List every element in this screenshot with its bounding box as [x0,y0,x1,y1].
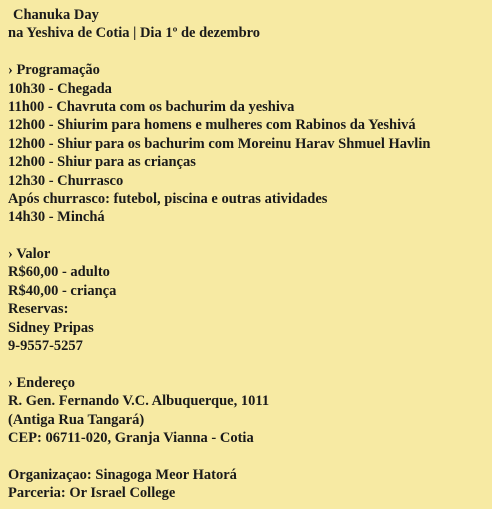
schedule-item: 11h00 - Chavruta com os bachurim da yeshiva [8,98,295,115]
valor-heading: › Valor [8,246,51,263]
schedule-item: 12h00 - Shiur para os bachurim com Moreinu Harav Shmuel Havlin [8,135,431,152]
contact-name: Sidney Pripas [8,319,94,336]
schedule-item: Após churrasco: futebol, piscina e outras atividades [8,190,328,207]
partner: Parceria: Or Israel College [8,485,176,502]
address-former-name: (Antiga Rua Tangará) [8,411,145,428]
address-postal: CEP: 06711-020, Granja Vianna - Cotia [8,429,254,446]
spacer [8,355,492,373]
schedule-item: 12h00 - Shiurim para homens e mulheres com Rabinos da Yeshivá [8,117,416,134]
reservas-label: Reservas: [8,301,69,318]
spacer [8,43,492,61]
spacer [8,227,492,245]
contact-phone: 9-9557-5257 [8,338,83,355]
schedule-item: 12h30 - Churrasco [8,172,124,189]
price-adult: R$60,00 - adulto [8,264,110,281]
event-title: Chanuka Day [13,7,99,23]
organizer: Organizaçao: Sinagoga Meor Hatorá [8,466,237,483]
programacao-heading: › Programação [8,62,100,79]
event-subtitle: na Yeshiva de Cotia | Dia 1º de dezembro [8,25,261,42]
endereco-heading: › Endereço [8,374,75,391]
address-street: R. Gen. Fernando V.C. Albuquerque, 1011 [8,393,270,410]
schedule-item: 14h30 - Minchá [8,209,105,226]
price-child: R$40,00 - criança [8,282,117,299]
schedule-item: 10h30 - Chegada [8,80,112,97]
spacer [8,447,492,465]
schedule-item: 12h00 - Shiur para as crianças [8,154,196,171]
